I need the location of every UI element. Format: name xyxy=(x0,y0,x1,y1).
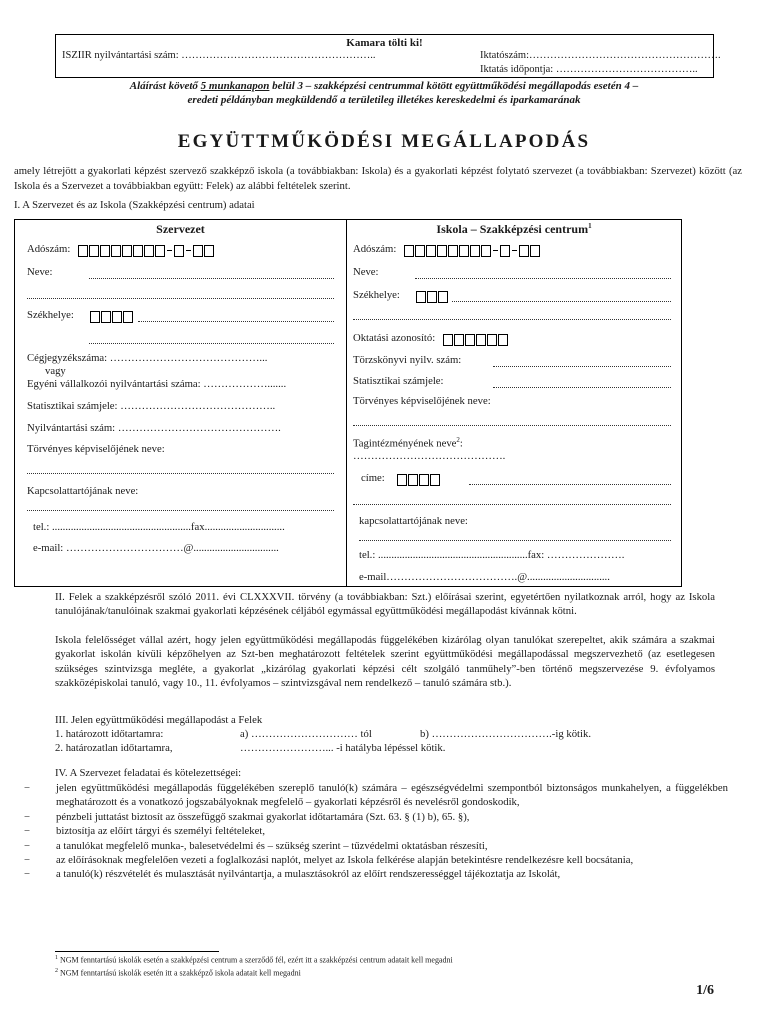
document-title: EGYÜTTMŰKÖDÉSI MEGÁLLAPODÁS xyxy=(177,131,591,152)
organization-data-box xyxy=(14,219,347,587)
left-registry-label[interactable]: Nyilvántartási szám: ………………………………………. xyxy=(27,422,281,434)
right-register-line[interactable] xyxy=(493,366,671,367)
school-header-text: Iskola – Szakképzési centrum xyxy=(436,222,589,236)
section-1-title: I. A Szervezet és az Iskola (Szakképzési centrum) adatai xyxy=(14,199,255,211)
intro-paragraph: amely létrejött a gyakorlati képzést szervező szakképző iskola (a továbbiakban: Iskola) és a gyakorlati képzést folytató szervezet (a továbbiakban: Szervezet) között (az Iskola és a Szervezet a továbbiakban együtt: Felek) az alábbi feltételek szerint. xyxy=(14,165,742,192)
footnote-1-num: 1 xyxy=(55,955,58,961)
list-item-text: pénzbeli juttatást biztosít az összefüggő szakmai gyakorlat időtartamára (Szt. 63. § (1) b), 65. §), xyxy=(56,810,470,823)
right-member-inst-text: Tagintézményének neve xyxy=(353,437,457,450)
list-item xyxy=(24,853,728,867)
footnote-1 xyxy=(55,955,453,965)
fixed-term-label: 1. határozott időtartamra: xyxy=(55,728,164,740)
right-member-inst-label xyxy=(353,436,463,450)
list-item xyxy=(24,810,728,824)
left-legal-rep-line[interactable] xyxy=(27,473,334,474)
list-item xyxy=(24,839,728,853)
right-name-line[interactable] xyxy=(415,278,671,279)
right-seat-label: Székhelye: xyxy=(353,289,400,301)
left-statistical-label[interactable]: Statisztikai számjele: …………………………………….. xyxy=(27,400,276,412)
list-item-text: az előírásoknak megfelelően vezeti a foglalkozási naplót, melyet az Iskola felkérése alapján betekintésre rendelkezésre kell bocsátania, xyxy=(56,854,634,867)
fixed-term-to-field[interactable]: b) …………………………….-ig kötik. xyxy=(420,728,591,740)
left-name-line[interactable] xyxy=(89,278,334,279)
right-address-line[interactable] xyxy=(469,484,671,485)
chamber-box xyxy=(55,34,721,78)
left-phone-fax-field[interactable]: tel.: ....................................................fax.............................. xyxy=(33,521,285,533)
bullet-mark: − xyxy=(24,782,31,794)
list-item xyxy=(24,867,728,881)
right-seat-line[interactable] xyxy=(452,301,671,302)
left-seat-line-2[interactable] xyxy=(89,343,334,344)
fixed-term-from-field[interactable]: a) ………………………… tól xyxy=(240,728,372,740)
right-address-zip-cells[interactable] xyxy=(397,473,441,486)
left-seat-line[interactable] xyxy=(138,321,334,322)
notice-deadline: 5 munkanapon xyxy=(200,80,270,92)
left-name-label: Neve: xyxy=(27,266,53,278)
right-email-field[interactable]: e-mail……………………………….@............................... xyxy=(359,571,610,583)
footnote-1-text: NGM fenntartású iskolák esetén a szakképzési centrum a szerződő fél, ezért itt a szakképzési centrum adatait kell megadni xyxy=(58,955,453,965)
right-phone-fax-field[interactable]: tel.: ........................................................fax: …………………. xyxy=(359,549,625,561)
bullet-mark: − xyxy=(24,868,31,881)
right-legal-rep-line[interactable] xyxy=(353,425,671,426)
list-item-text: a tanulókat megfelelő munka-, balesetvédelmi és – szükség szerint – tűzvédelmi oktatásban részesíti, xyxy=(56,839,488,852)
right-statistical-line[interactable] xyxy=(493,387,671,388)
section-4-title: IV. A Szervezet feladatai és kötelezettségei: xyxy=(55,767,242,779)
left-contact-label: Kapcsolattartójának neve: xyxy=(27,485,139,497)
page-number: 1/6 xyxy=(696,983,714,998)
iktatoszam-field[interactable]: Iktatószám:………………………………………………. xyxy=(480,50,721,61)
indefinite-term-field[interactable]: ……………………... -i hatályba lépéssel kötik. xyxy=(240,742,446,754)
obligations-list xyxy=(24,781,728,882)
notice-text-pre: Aláírást követő xyxy=(129,80,201,92)
left-contact-line[interactable] xyxy=(27,510,334,511)
bullet-mark: − xyxy=(24,854,31,867)
organization-header: Szervezet xyxy=(156,222,205,236)
left-or-label: vagy xyxy=(45,365,66,377)
section-2-paragraph-1: II. Felek a szakképzésről szóló 2011. évi CLXXXVII. törvény (a továbbiakban: Szt.) előírásai szerint, egyetértően nyilatkoznak arról, hogy az Iskola tanulójának/tanulóinak szakmai gyakorlati képzésének céljából egymással együttműködési megállapodást kívánnak kötni. xyxy=(55,591,715,618)
left-sole-trader-label[interactable]: Egyéni vállalkozói nyilvántartási száma: ………………....... xyxy=(27,378,287,390)
left-tax-number-cells[interactable] xyxy=(78,244,215,257)
footnote-2 xyxy=(55,968,301,978)
left-seat-zip-cells[interactable] xyxy=(90,310,134,323)
notice-text-post: belül 3 – szakképzési centrummal kötött együttműködési megállapodás esetén 4 – xyxy=(269,80,639,92)
iszir-field[interactable]: ISZIIR nyilvántartási szám: ……………………………………………….. xyxy=(62,50,376,61)
right-name-label: Neve: xyxy=(353,266,379,278)
right-member-inst-colon: : xyxy=(459,437,463,450)
right-address-line-2[interactable] xyxy=(353,504,671,505)
section-2-paragraph-2: Iskola felelősséget vállal azért, hogy jelen együttműködési megállapodás függelékében kizárólag olyan tanulókat szerepeltet, akik számára a szakmai gyakorlat iskolán kívüli képzőhelyen az Szt-ben meghatározott feltételek szerint együttműködési megállapodással megszervezhető (az esetlegesen szükséges szintvizsga megléte, a gyakorlat „kizárólag gyakorlati képzési célt szolgáló tanműhely”-ben történő megszervezése 9. évfolyamos szakközépiskolai tanuló, vagy 10., 11. évfolyamos – szintvizsgával nem rendelkező – tanuló számára stb.). xyxy=(55,634,715,690)
chamber-title: Kamara tölti ki! xyxy=(346,37,423,49)
footnote-ref-1: 1 xyxy=(588,222,592,230)
footnote-divider xyxy=(55,951,219,952)
iktatas-date-field[interactable]: Iktatás időpontja: ………………………………….. xyxy=(480,64,698,75)
right-register-label: Törzskönyvi nyilv. szám: xyxy=(353,354,462,366)
right-statistical-label: Statisztikai számjele: xyxy=(353,375,444,387)
right-edu-id-cells[interactable] xyxy=(443,333,509,346)
list-item-text: a tanuló(k) részvételét és mulasztását nyilvántartja, a mulasztásokról az előírt rendszerességgel tájékoztatja az Iskolát, xyxy=(56,868,561,881)
right-seat-line-2[interactable] xyxy=(353,319,671,320)
list-item-text: biztosítja az előírt tárgyi és személyi feltételeket, xyxy=(56,825,266,838)
left-seat-label: Székhelye: xyxy=(27,309,74,321)
left-email-field[interactable]: e-mail: ……………………………@................................ xyxy=(33,542,279,554)
bullet-mark: − xyxy=(24,839,31,852)
right-member-inst-line[interactable]: ……………………………………. xyxy=(353,450,506,462)
list-item-text: jelen együttműködési megállapodás függelékében szereplő tanuló(k) számára – egészségvédelmi szempontból biztonságos munkahelyen, a függelékben meghatározott és a vonatkozó jogszabályoknak megfelelő – gyakorlati képzésről és nevelésről gondoskodik, xyxy=(56,782,728,809)
right-legal-rep-label: Törvényes képviselőjének neve: xyxy=(353,395,491,407)
bullet-mark: − xyxy=(24,825,31,838)
list-item xyxy=(24,824,728,838)
submission-notice xyxy=(30,79,738,107)
school-header xyxy=(347,222,681,237)
right-contact-line[interactable] xyxy=(359,540,671,541)
right-contact-label: kapcsolattartójának neve: xyxy=(359,515,468,527)
right-seat-zip-cells[interactable] xyxy=(416,290,449,303)
right-edu-id-label: Oktatási azonosító: xyxy=(353,332,436,344)
right-address-label: címe: xyxy=(361,472,385,484)
section-3-title: III. Jelen együttműködési megállapodást a Felek xyxy=(55,714,263,726)
left-company-reg-label[interactable]: Cégjegyzékszáma: ……………………………………... xyxy=(27,352,268,364)
footnote-ref-2: 2 xyxy=(456,436,460,444)
footnote-2-num: 2 xyxy=(55,968,58,974)
footnote-2-text: NGM fenntartású iskolák esetén itt a szakképző iskola adatait kell megadni xyxy=(58,968,301,978)
notice-line-2: eredeti példányban megküldendő a területileg illetékes kereskedelmi és iparkamarának xyxy=(187,94,581,106)
right-tax-number-cells[interactable] xyxy=(404,244,541,257)
bullet-mark: − xyxy=(24,810,31,823)
right-tax-number-label: Adószám: xyxy=(353,243,397,255)
left-legal-rep-label: Törvényes képviselőjének neve: xyxy=(27,443,165,455)
list-item xyxy=(24,781,728,810)
school-data-box xyxy=(346,219,682,587)
left-tax-number-label: Adószám: xyxy=(27,243,71,255)
indefinite-term-label: 2. határozatlan időtartamra, xyxy=(55,742,173,754)
left-name-line-2[interactable] xyxy=(27,298,334,299)
